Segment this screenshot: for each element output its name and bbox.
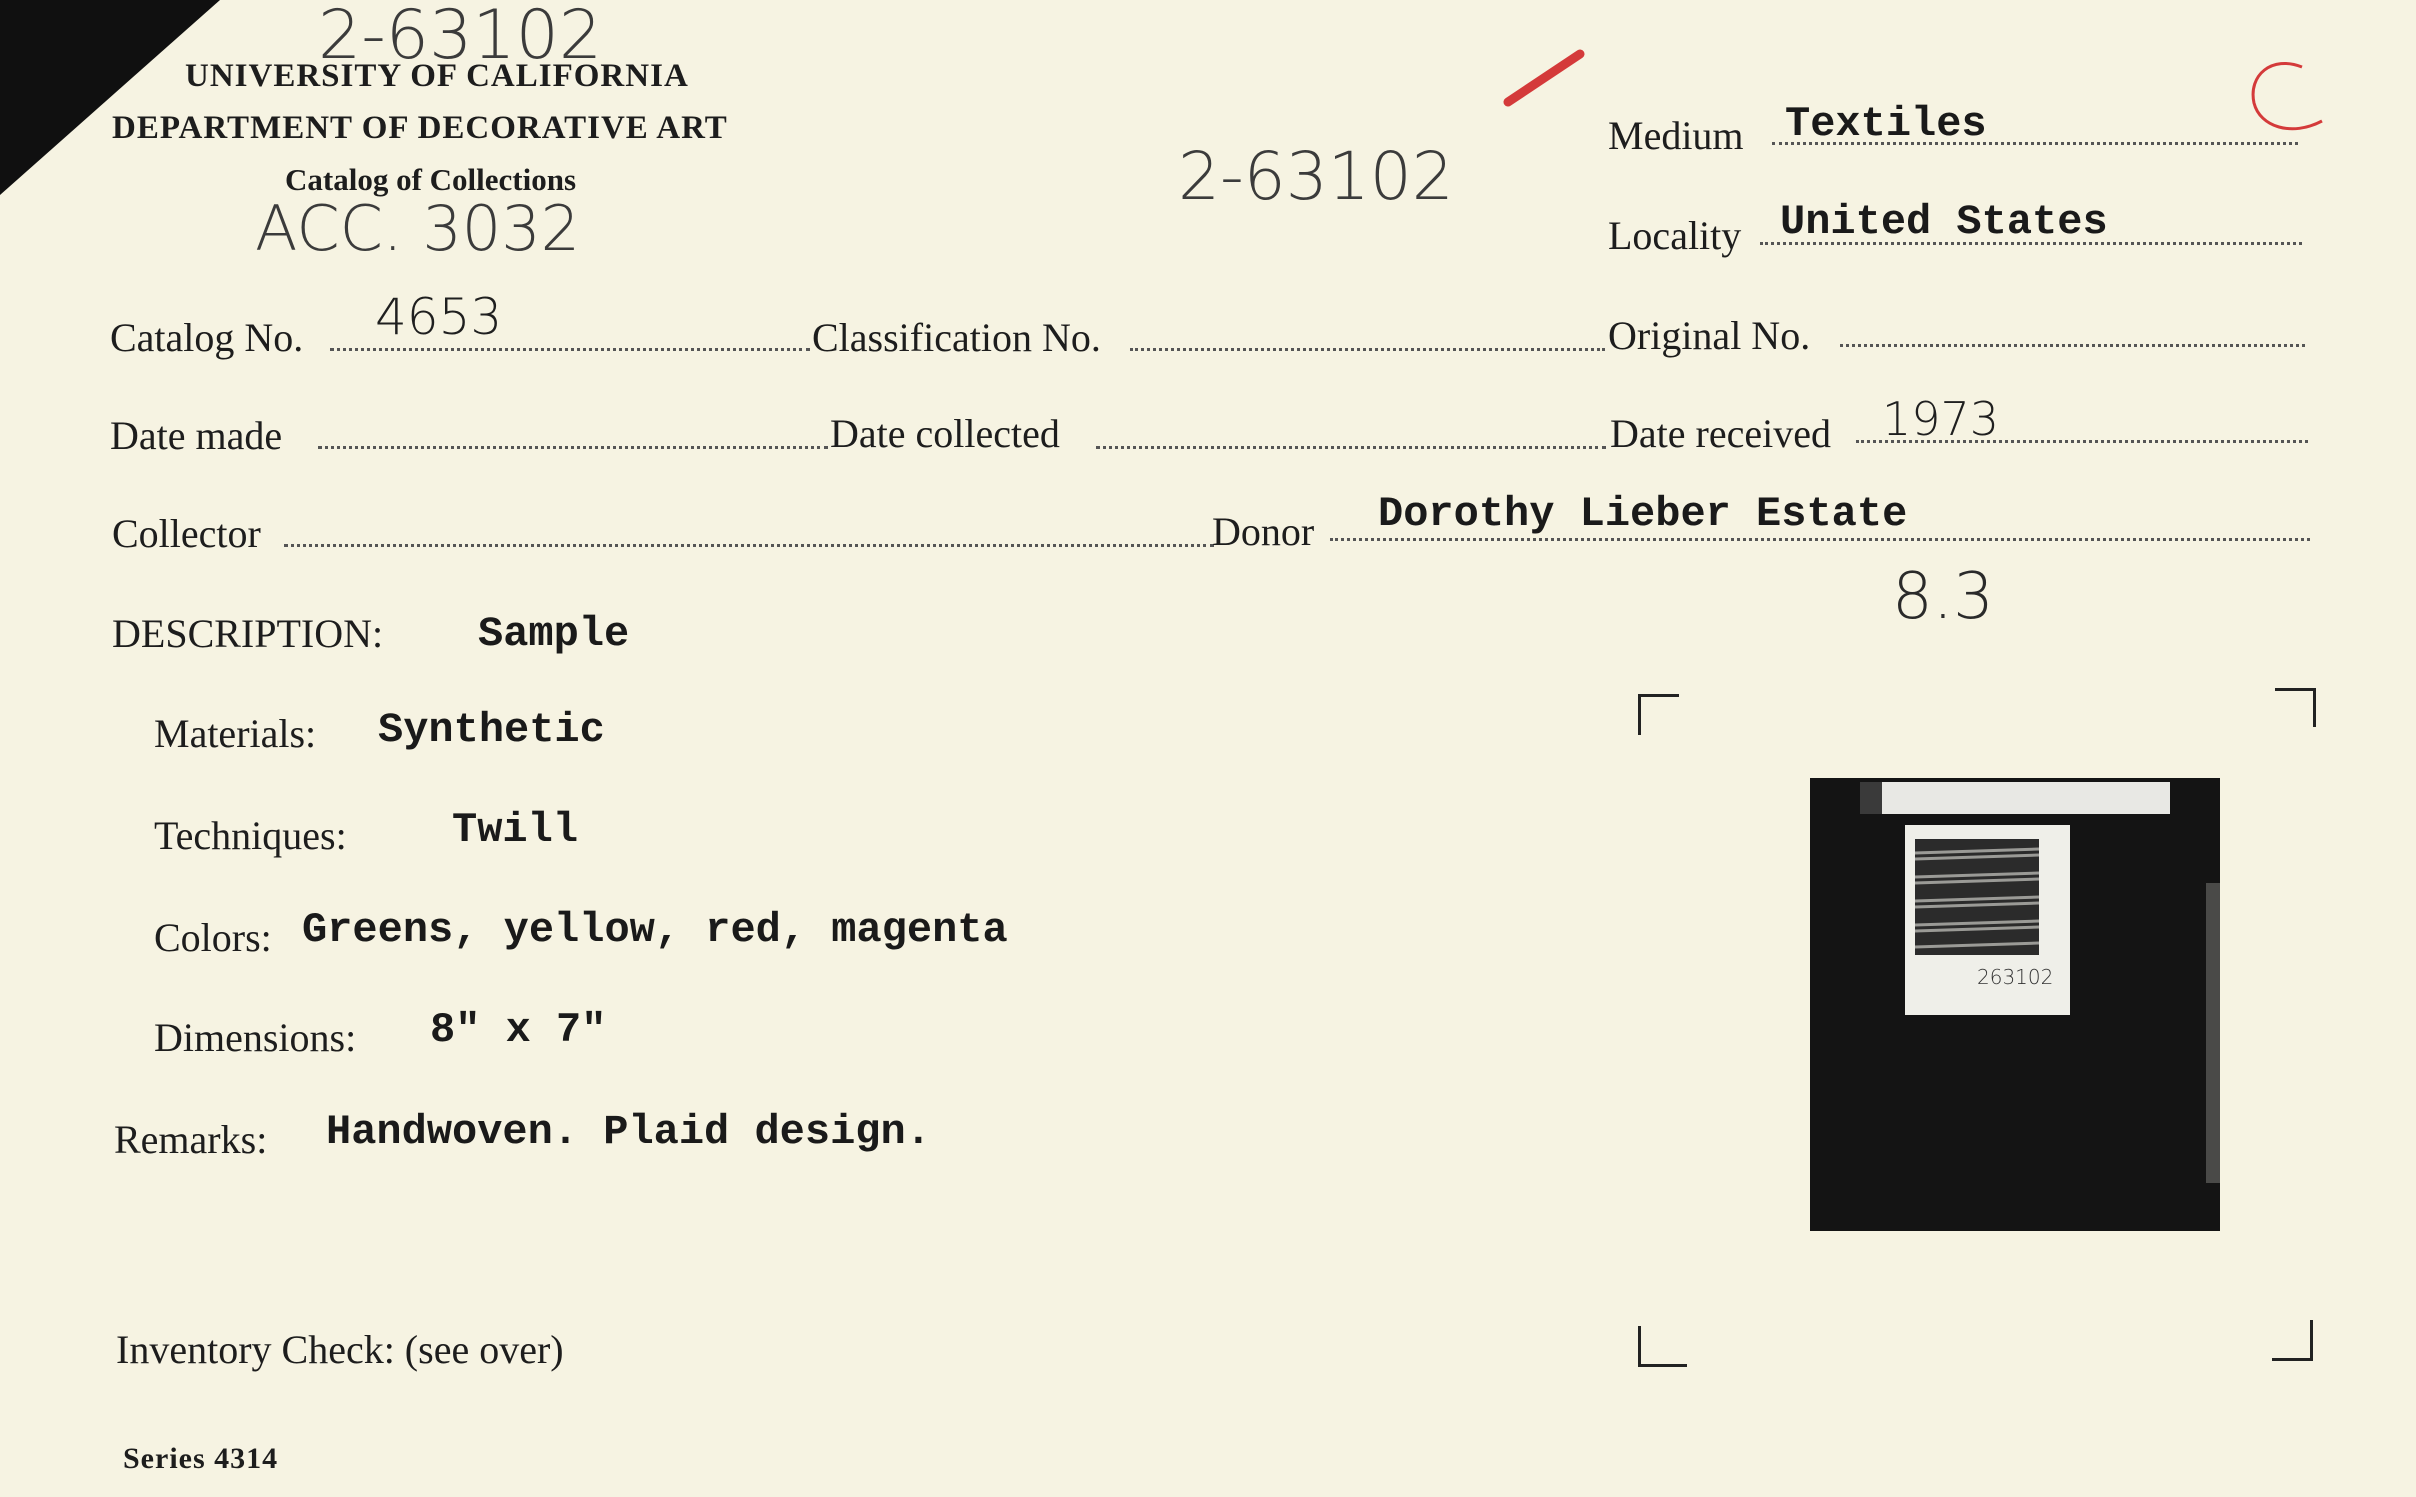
date-made-label: Date made [110, 413, 283, 458]
accession-number: ACC. 3032 [255, 192, 581, 265]
inventory-check: Inventory Check: (see over) [116, 1327, 564, 1372]
red-pencil-mark [1500, 44, 1590, 114]
photo-card [1905, 825, 2070, 1015]
collector-label: Collector [112, 511, 261, 556]
donor-value: Dorothy Lieber Estate [1378, 490, 1908, 538]
remarks-value: Handwoven. Plaid design. [326, 1108, 931, 1156]
photo-card-label: 263102 [1977, 965, 2054, 989]
date-received-label: Date received [1610, 411, 1831, 456]
materials-label: Materials: [154, 711, 317, 756]
original-no-label: Original No. [1608, 313, 1811, 358]
colors-label: Colors: [154, 915, 272, 960]
department-title: DEPARTMENT OF DECORATIVE ART [112, 110, 728, 146]
colors-value: Greens, yellow, red, magenta [302, 906, 1008, 954]
crop-mark-bottom-right [2272, 1320, 2313, 1361]
dimensions-label: Dimensions: [154, 1015, 357, 1060]
catalog-no-line [330, 348, 810, 351]
date-collected-label: Date collected [830, 411, 1060, 456]
techniques-label: Techniques: [154, 813, 347, 858]
crop-mark-top-right [2275, 688, 2316, 727]
textile-swatch-image [1915, 839, 2039, 955]
description-label: DESCRIPTION: [112, 611, 384, 656]
university-title: UNIVERSITY OF CALIFORNIA [185, 58, 689, 94]
techniques-value: Twill [452, 806, 579, 854]
medium-label: Medium [1608, 113, 1744, 158]
photo-edge-strip [2206, 883, 2220, 1183]
original-no-line [1840, 344, 2305, 347]
corner-cut [0, 0, 230, 200]
catalog-subtitle: Catalog of Collections [285, 162, 577, 197]
catalog-no-label: Catalog No. [110, 315, 304, 360]
catalog-no-value: 4653 [375, 288, 503, 346]
donor-note: 8.3 [1892, 560, 1994, 634]
red-c-mark [2242, 55, 2332, 145]
photo-top-strip-shadow [1860, 782, 1882, 814]
collector-line [284, 544, 1214, 547]
date-made-line [318, 446, 828, 449]
dimensions-value: 8" x 7" [430, 1006, 607, 1054]
classification-no-label: Classification No. [812, 315, 1101, 360]
locality-label: Locality [1608, 213, 1742, 258]
date-collected-line [1096, 446, 1606, 449]
donor-line [1330, 538, 2310, 541]
series-number: Series 4314 [123, 1442, 279, 1475]
description-value: Sample [478, 610, 630, 658]
specimen-photo [1810, 778, 2220, 1231]
center-handwritten-number: 2-63102 [1178, 138, 1454, 215]
donor-label: Donor [1212, 509, 1315, 554]
locality-value: United States [1780, 198, 2108, 246]
handwritten-catalog-number: 2-63102 [318, 0, 603, 75]
medium-value: Textiles [1785, 100, 1987, 148]
crop-mark-bottom-left [1638, 1326, 1687, 1367]
remarks-label: Remarks: [114, 1117, 268, 1162]
photo-top-strip [1870, 782, 2170, 814]
classification-no-line [1130, 348, 1605, 351]
materials-value: Synthetic [378, 706, 605, 754]
crop-mark-top-left [1638, 694, 1679, 735]
date-received-value: 1973 [1882, 392, 2000, 446]
